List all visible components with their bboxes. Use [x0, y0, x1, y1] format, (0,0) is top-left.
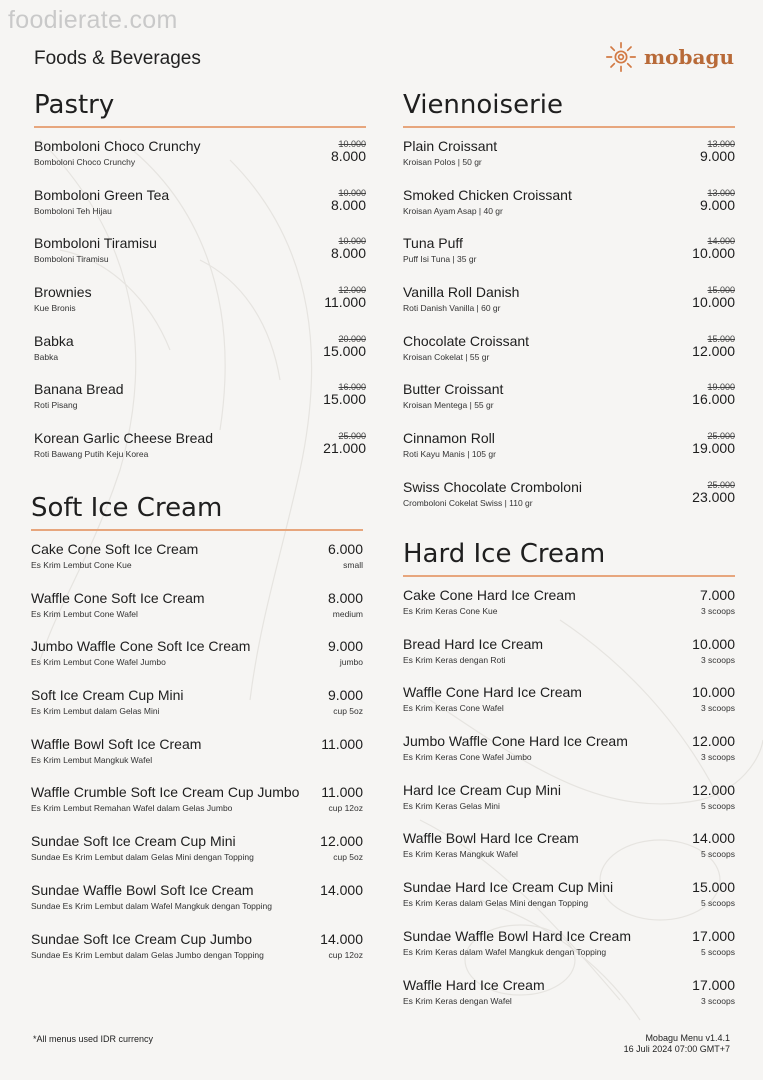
- old-price: 19.000: [707, 382, 735, 393]
- item-subtitle: Sundae Es Krim Lembut dalam Wafel Mangkuk dengan Topping: [31, 900, 272, 911]
- menu-item: [403, 479, 735, 528]
- old-price: 14.000: [707, 236, 735, 247]
- item-subtitle: Kroisan Mentega | 55 gr: [403, 400, 494, 411]
- price: 11.000: [321, 735, 363, 752]
- portion-size: small: [343, 560, 363, 570]
- currency-note: *All menus used IDR currency: [33, 1034, 154, 1044]
- section-title-pastry: Pastry: [34, 90, 115, 120]
- item-subtitle: Roti Pisang: [34, 400, 78, 411]
- menu-item: [34, 333, 366, 382]
- portion-size: jumbo: [339, 657, 363, 668]
- price: 9.000: [327, 638, 363, 655]
- item-subtitle: Bomboloni Tiramisu: [34, 254, 109, 265]
- price: 9.000: [699, 196, 735, 213]
- item-name: Waffle Crumble Soft Ice Cream Cup Jumbo: [31, 784, 300, 801]
- menu-item: [403, 187, 735, 236]
- old-price: 25.000: [338, 431, 366, 442]
- menu-item: [34, 284, 366, 333]
- item-name: Plain Croissant: [403, 138, 498, 154]
- page-header-title: Foods & Beverages: [34, 48, 201, 69]
- item-subtitle: Kroisan Polos | 50 gr: [403, 157, 482, 167]
- menu-item: [403, 381, 735, 430]
- sun-icon: [604, 39, 638, 75]
- item-name: Bomboloni Choco Crunchy: [34, 138, 201, 154]
- price: 8.000: [330, 196, 366, 213]
- item-subtitle: Es Krim Lembut Mangkuk Wafel: [31, 754, 153, 765]
- price: 11.000: [324, 294, 366, 311]
- item-subtitle: Es Krim Keras dengan Wafel: [403, 995, 512, 1006]
- item-subtitle: Kroisan Cokelat | 55 gr: [403, 351, 490, 362]
- price: 15.000: [692, 879, 735, 896]
- menu-item: [403, 284, 735, 333]
- item-name: Soft Ice Cream Cup Mini: [31, 687, 184, 704]
- item-name: Hard Ice Cream Cup Mini: [403, 781, 561, 798]
- price: 19.000: [692, 440, 735, 457]
- menu-item: [31, 882, 363, 931]
- item-name: Cake Cone Hard Ice Cream: [403, 587, 576, 603]
- menu-item: [31, 833, 363, 882]
- portion-size: cup 5oz: [333, 706, 363, 717]
- menu-item: [403, 733, 735, 782]
- portion-size: 3 scoops: [700, 995, 735, 1006]
- old-price: 25.000: [707, 431, 735, 442]
- menu-item: [34, 430, 366, 479]
- price: 9.000: [699, 148, 735, 164]
- section-divider: [34, 126, 366, 128]
- section-divider: [403, 126, 735, 128]
- section-title-viennoiserie: Viennoiserie: [403, 90, 563, 120]
- item-name: Waffle Hard Ice Cream: [403, 976, 545, 993]
- menu-version-info: [624, 1033, 730, 1055]
- price: 23.000: [692, 488, 735, 505]
- item-name: Butter Croissant: [403, 381, 504, 398]
- price: 15.000: [323, 342, 366, 359]
- section-hard-ice-cream: [403, 537, 735, 1025]
- item-subtitle: Es Krim Lembut Cone Wafel Jumbo: [31, 657, 166, 668]
- item-name: Sundae Waffle Bowl Soft Ice Cream: [31, 881, 254, 898]
- item-name: Bomboloni Tiramisu: [34, 235, 157, 252]
- menu-item: [403, 587, 735, 636]
- menu-item: [34, 381, 366, 430]
- item-name: Vanilla Roll Danish: [403, 284, 520, 301]
- item-name: Waffle Bowl Soft Ice Cream: [31, 735, 202, 752]
- menu-item: [31, 931, 363, 980]
- old-price: 25.000: [707, 479, 735, 490]
- menu-item: [403, 235, 735, 284]
- old-price: 15.000: [707, 333, 735, 344]
- item-subtitle: Es Krim Keras dalam Wafel Mangkuk dengan Topping: [403, 946, 607, 957]
- item-subtitle: Sundae Es Krim Lembut dalam Gelas Mini dengan Topping: [31, 852, 254, 863]
- portion-size: 3 scoops: [700, 654, 735, 665]
- price: 14.000: [320, 930, 363, 947]
- menu-item: [31, 736, 363, 785]
- menu-item: [403, 879, 735, 928]
- menu-item: [34, 187, 366, 236]
- price: 12.000: [692, 781, 735, 798]
- item-subtitle: Es Krim Lembut Remahan Wafel dalam Gelas Jumbo: [31, 803, 233, 814]
- item-subtitle: Cromboloni Cokelat Swiss | 110 gr: [403, 497, 533, 508]
- price: 8.000: [330, 245, 366, 262]
- item-name: Sundae Soft Ice Cream Cup Jumbo: [31, 930, 253, 947]
- item-name: Jumbo Waffle Cone Soft Ice Cream: [31, 638, 251, 655]
- section-viennoiserie: [403, 88, 735, 528]
- menu-item: [403, 636, 735, 685]
- item-name: Cake Cone Soft Ice Cream: [31, 541, 199, 557]
- item-subtitle: Babka: [34, 351, 59, 362]
- menu-item: [31, 687, 363, 736]
- section-pastry: [34, 88, 366, 479]
- item-subtitle: Es Krim Keras Cone Kue: [403, 606, 498, 616]
- viennoiserie-list: [403, 138, 735, 528]
- old-price: 20.000: [338, 333, 366, 344]
- menu-item: [31, 638, 363, 687]
- old-price: 13.000: [707, 139, 735, 149]
- old-price: 16.000: [338, 382, 366, 393]
- item-subtitle: Kroisan Ayam Asap | 40 gr: [403, 205, 503, 216]
- item-name: Waffle Bowl Hard Ice Cream: [403, 830, 579, 847]
- item-name: Jumbo Waffle Cone Hard Ice Cream: [403, 733, 628, 750]
- item-name: Tuna Puff: [403, 235, 463, 252]
- portion-size: 5 scoops: [700, 898, 735, 909]
- soft-ice-cream-list: [31, 541, 363, 979]
- item-name: Sundae Soft Ice Cream Cup Mini: [31, 833, 236, 850]
- item-subtitle: Kue Bronis: [34, 303, 76, 314]
- item-subtitle: Roti Danish Vanilla | 60 gr: [403, 303, 501, 314]
- item-subtitle: Roti Bawang Putih Keju Korea: [34, 449, 149, 460]
- item-name: Brownies: [34, 284, 92, 301]
- menu-item: [34, 138, 366, 187]
- price: 14.000: [692, 830, 735, 847]
- item-subtitle: Puff Isi Tuna | 35 gr: [403, 254, 477, 265]
- item-name: Swiss Chocolate Cromboloni: [403, 478, 582, 495]
- menu-version: Mobagu Menu v1.4.1: [645, 1033, 730, 1043]
- price: 17.000: [692, 927, 735, 944]
- item-name: Babka: [34, 332, 74, 349]
- menu-item: [403, 138, 735, 187]
- pastry-list: [34, 138, 366, 479]
- item-name: Smoked Chicken Croissant: [403, 186, 572, 203]
- item-name: Chocolate Croissant: [403, 332, 530, 349]
- old-price: 10.000: [338, 236, 366, 247]
- menu-item: [403, 782, 735, 831]
- old-price: 15.000: [707, 285, 735, 296]
- portion-size: cup 12oz: [328, 949, 363, 960]
- price: 6.000: [327, 541, 363, 557]
- menu-item: [403, 333, 735, 382]
- menu-item: [403, 430, 735, 479]
- item-subtitle: Es Krim Keras Mangkuk Wafel: [403, 849, 518, 860]
- section-soft-ice-cream: [31, 491, 363, 979]
- item-subtitle: Es Krim Keras dengan Roti: [403, 654, 506, 665]
- price: 10.000: [692, 245, 735, 262]
- site-watermark: foodierate.com: [8, 6, 178, 34]
- item-subtitle: Es Krim Keras Cone Wafel: [403, 703, 504, 714]
- item-subtitle: Roti Kayu Manis | 105 gr: [403, 449, 496, 460]
- item-subtitle: Es Krim Lembut Cone Wafel: [31, 608, 138, 619]
- menu-item: [31, 784, 363, 833]
- price: 8.000: [330, 148, 366, 164]
- menu-item: [403, 928, 735, 977]
- price: 21.000: [323, 440, 366, 457]
- item-name: Korean Garlic Cheese Bread: [34, 430, 213, 447]
- portion-size: 3 scoops: [700, 752, 735, 763]
- portion-size: 3 scoops: [700, 703, 735, 714]
- item-subtitle: Bomboloni Teh Hijau: [34, 205, 112, 216]
- portion-size: medium: [332, 608, 363, 619]
- portion-size: 5 scoops: [700, 800, 735, 811]
- menu-item: [403, 684, 735, 733]
- price: 12.000: [692, 342, 735, 359]
- item-subtitle: Bomboloni Choco Crunchy: [34, 157, 136, 167]
- item-name: Cinnamon Roll: [403, 430, 495, 447]
- price: 10.000: [692, 684, 735, 701]
- item-subtitle: Es Krim Keras Gelas Mini: [403, 800, 500, 811]
- section-title-soft-ice-cream: Soft Ice Cream: [31, 493, 223, 523]
- price: 12.000: [692, 733, 735, 750]
- price: 14.000: [320, 881, 363, 898]
- old-price: 12.000: [338, 285, 366, 296]
- menu-item: [34, 235, 366, 284]
- price: 10.000: [692, 635, 735, 652]
- price: 16.000: [692, 391, 735, 408]
- menu-item: [31, 541, 363, 590]
- item-name: Waffle Cone Soft Ice Cream: [31, 589, 205, 606]
- item-name: Banana Bread: [34, 381, 124, 398]
- menu-item: [403, 977, 735, 1026]
- portion-size: cup 12oz: [328, 803, 363, 814]
- item-name: Sundae Waffle Bowl Hard Ice Cream: [403, 927, 631, 944]
- brand-logo: [604, 38, 734, 76]
- price: 8.000: [327, 589, 363, 606]
- price: 9.000: [327, 687, 363, 704]
- portion-size: 3 scoops: [700, 606, 735, 616]
- portion-size: 5 scoops: [700, 946, 735, 957]
- old-price: 10.000: [338, 139, 366, 149]
- menu-date: 16 Juli 2024 07:00 GMT+7: [623, 1044, 730, 1054]
- price: 12.000: [320, 833, 363, 850]
- menu-item: [31, 590, 363, 639]
- old-price: 13.000: [707, 187, 735, 198]
- section-divider: [403, 575, 735, 577]
- item-subtitle: Es Krim Lembut Cone Kue: [31, 560, 132, 570]
- price: 15.000: [323, 391, 366, 408]
- item-subtitle: Es Krim Lembut dalam Gelas Mini: [31, 706, 160, 717]
- hard-ice-cream-list: [403, 587, 735, 1025]
- portion-size: cup 5oz: [333, 852, 363, 863]
- price: 11.000: [321, 784, 363, 801]
- item-subtitle: Es Krim Keras Cone Wafel Jumbo: [403, 752, 532, 763]
- item-name: Bread Hard Ice Cream: [403, 635, 544, 652]
- menu-item: [403, 830, 735, 879]
- price: 10.000: [692, 294, 735, 311]
- item-name: Sundae Hard Ice Cream Cup Mini: [403, 879, 614, 896]
- price: 17.000: [692, 976, 735, 993]
- item-subtitle: Sundae Es Krim Lembut dalam Gelas Jumbo dengan Topping: [31, 949, 264, 960]
- old-price: 10.000: [338, 187, 366, 198]
- section-divider: [31, 529, 363, 531]
- item-name: Waffle Cone Hard Ice Cream: [403, 684, 582, 701]
- brand-name: mobagu: [644, 45, 734, 69]
- portion-size: 5 scoops: [700, 849, 735, 860]
- item-name: Bomboloni Green Tea: [34, 186, 170, 203]
- price: 7.000: [699, 587, 735, 603]
- section-title-hard-ice-cream: Hard Ice Cream: [403, 539, 606, 569]
- item-subtitle: Es Krim Keras dalam Gelas Mini dengan Topping: [403, 898, 589, 909]
